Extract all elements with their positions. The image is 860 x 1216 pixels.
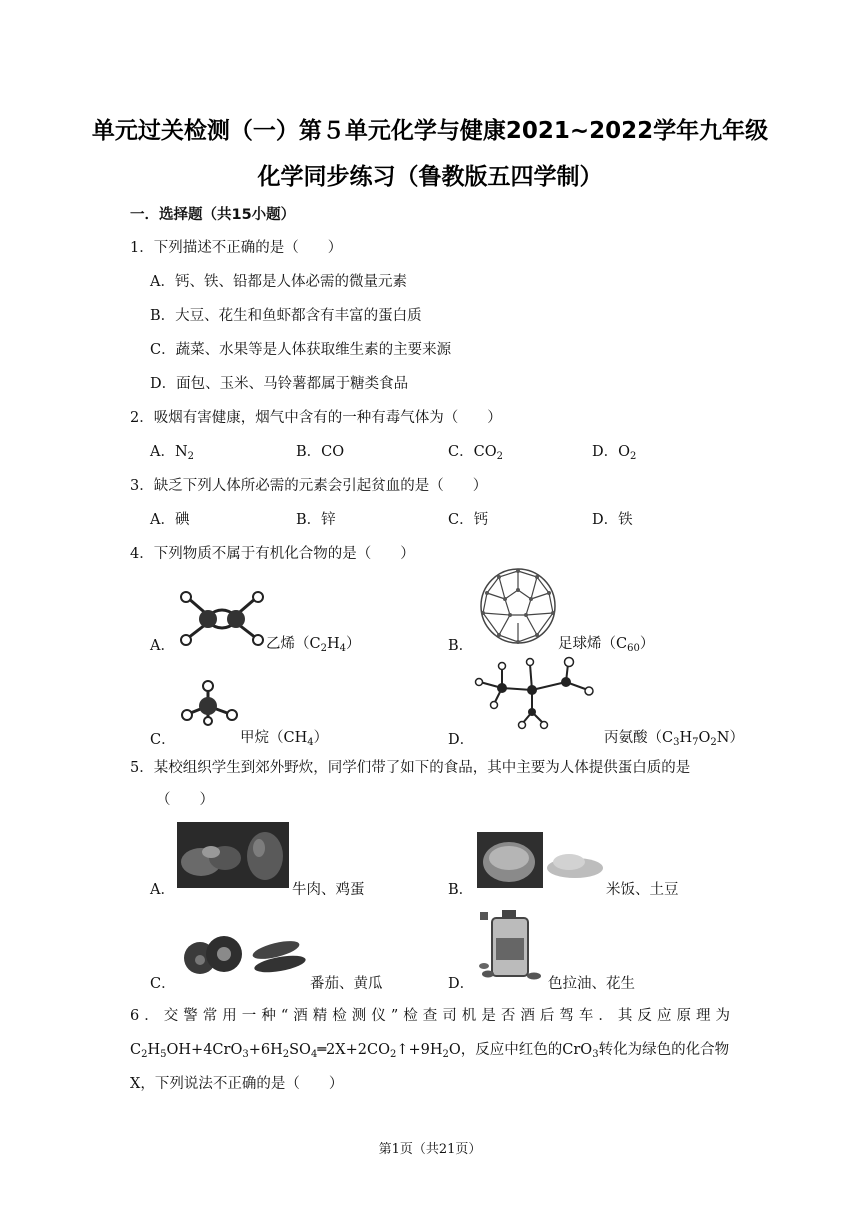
question-2-option-a: A．$N_2$	[150, 444, 195, 462]
question-4-option-a-letter: A．	[150, 638, 175, 654]
question-4-option-a-label: 乙烯$(C_2H_4)$	[266, 636, 361, 654]
question-3-stem: 3．缺乏下列人体所必需的元素会引起贫血的是（ ）	[130, 478, 488, 494]
salad-oil-and-peanuts-photo-icon	[476, 908, 546, 984]
question-3-option-a: A．碘	[150, 512, 190, 528]
document-title-line-2: 化学同步练习（鲁教版五四学制）	[257, 164, 603, 190]
question-5-option-d-letter: D．	[448, 976, 475, 992]
question-1-option-c: C．蔬菜、水果等是人体获取维生素的主要来源	[150, 342, 452, 358]
question-6-reaction-equation: $C_2H_5OH+4CrO_3+6H_2SO_4═2X+2CO_2↑+9H_2O$，反应中红色的CrO$_3$转化为绿色的化合物	[130, 1042, 730, 1060]
methane-molecule-icon	[180, 680, 240, 726]
question-5-option-b-label: 米饭、土豆	[606, 882, 679, 898]
alanine-molecule-icon	[472, 654, 602, 730]
question-2-stem: 2．吸烟有害健康，烟气中含有的一种有毒气体为（ ）	[130, 410, 502, 426]
question-5-stem: 5．某校组织学生到郊外野炊，同学们带了如下的食品，其中主要为人体提供蛋白质的是	[130, 760, 691, 776]
question-1-option-b: B．大豆、花生和鱼虾都含有丰富的蛋白质	[150, 308, 422, 324]
question-5-option-b-letter: B．	[448, 882, 474, 898]
tomato-and-cucumber-photo-icon	[180, 930, 308, 980]
ethylene-molecule-icon	[178, 590, 266, 648]
question-2-option-b: B．CO	[296, 444, 345, 460]
question-5-answer-parentheses: （ ）	[156, 792, 214, 808]
rice-and-potato-photo-icon	[477, 832, 605, 888]
question-3-option-d: D．铁	[592, 512, 633, 528]
document-title-line-1: 单元过关检测（一）第５单元化学与健康2021~2022学年九年级	[91, 118, 769, 144]
question-2-option-c: C．$CO_2$	[448, 444, 503, 462]
question-4-option-d-letter: D．	[448, 732, 475, 748]
question-4-option-d-label: 丙氨酸$(C_3H_7O_2N)$	[604, 730, 744, 748]
section-heading: 一．选择题（共15小题）	[130, 207, 296, 223]
question-3-option-c: C．钙	[448, 512, 489, 528]
question-6-stem-line-3: X，下列说法不正确的是（ ）	[130, 1076, 344, 1092]
question-5-option-a-label: 牛肉、鸡蛋	[292, 882, 365, 898]
question-4-option-c-label: 甲烷$(CH_4)$	[240, 730, 329, 748]
beef-and-egg-photo-icon	[177, 822, 289, 888]
question-5-option-c-label: 番茄、黄瓜	[310, 976, 383, 992]
question-3-option-b: B．锌	[296, 512, 336, 528]
question-4-stem: 4．下列物质不属于有机化合物的是（ ）	[130, 546, 415, 562]
question-4-option-c-letter: C．	[150, 732, 176, 748]
question-6-stem-line-1: 6．交警常用一种“酒精检测仪”检查司机是否酒后驾车．其反应原理为	[130, 1008, 730, 1024]
question-4-option-b-letter: B．	[448, 638, 474, 654]
question-5-option-d-label: 色拉油、花生	[548, 976, 635, 992]
question-1-option-d: D．面包、玉米、马铃薯都属于糖类食品	[150, 376, 409, 392]
question-1-stem: 1．下列描述不正确的是（ ）	[130, 240, 343, 256]
page-footer: 第1页（共21页）	[378, 1142, 482, 1157]
question-2-option-d: D．$O_2$	[592, 444, 637, 462]
question-4-option-b-label: 足球烯$(C_{60})$	[558, 636, 655, 654]
question-5-option-c-letter: C．	[150, 976, 176, 992]
question-5-option-a-letter: A．	[150, 882, 175, 898]
fullerene-c60-icon	[477, 565, 559, 647]
question-1-option-a: A．钙、铁、铅都是人体必需的微量元素	[150, 274, 407, 290]
